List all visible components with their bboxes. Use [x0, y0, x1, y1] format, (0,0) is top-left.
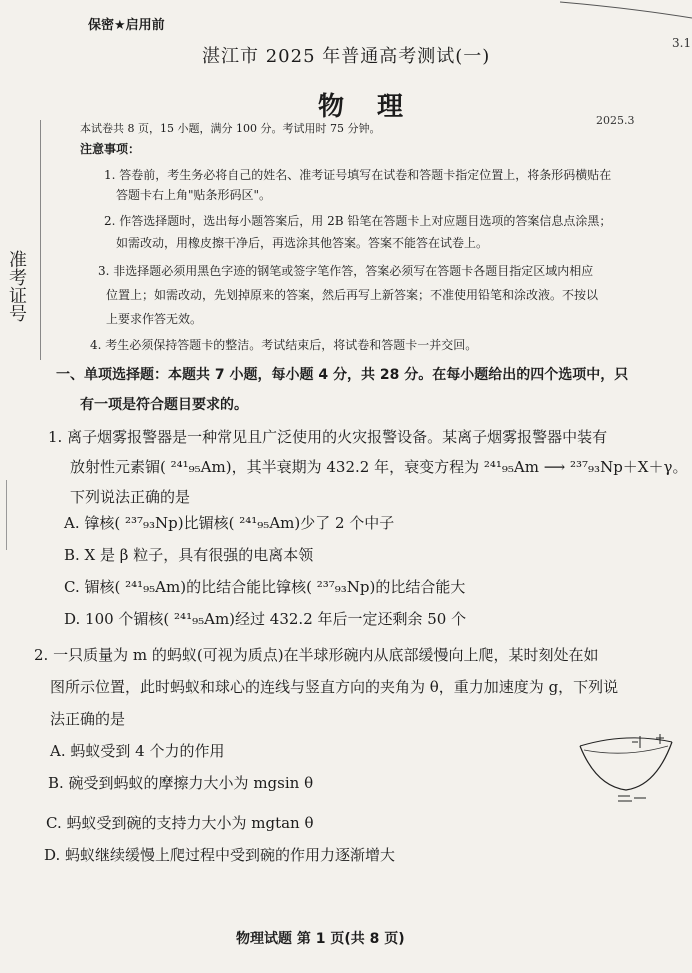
q2-option-d: D. 蚂蚁继续缓慢上爬过程中受到碗的作用力逐渐增大	[44, 846, 396, 864]
notice-line: 3. 非选择题必须用黑色字迹的钢笔或签字笔作答，答案必须写在答题卡各题目指定区域内相应	[98, 264, 594, 278]
q1-stem: 1. 离子烟雾报警器是一种常见且广泛使用的火灾报警设备。某离子烟雾报警器中装有	[48, 428, 608, 446]
binding-line	[40, 120, 41, 360]
corner-mark: 3.1	[672, 36, 692, 50]
binding-line-lower	[6, 480, 7, 550]
subject-title: 物 理	[318, 92, 416, 122]
q2-stem: 图所示位置，此时蚂蚁和球心的连线与竖直方向的夹角为 θ，重力加速度为 g，下列说	[50, 678, 619, 696]
notice-line: 答题卡右上角"贴条形码区"。	[116, 188, 272, 202]
bowl-figure	[576, 728, 676, 808]
notice-line: 位置上；如需改动，先划掉原来的答案，然后再写上新答案；不准使用铅笔和涂改液。不按以	[106, 288, 599, 302]
exam-intro: 本试卷共 8 页，15 小题，满分 100 分。考试用时 75 分钟。	[80, 122, 381, 135]
q1-option-a: A. 镎核( ²³⁷₉₃Np)比镅核( ²⁴¹₉₅Am)少了 2 个中子	[64, 514, 395, 532]
q1-stem: 放射性元素镅( ²⁴¹₉₅Am)，其半衰期为 432.2 年，衰变方程为 ²⁴¹₉₅Am ⟶ ²³⁷₉₃Np＋X＋γ。	[70, 458, 688, 476]
notice-line: 1. 答卷前，考生务必将自己的姓名、准考证号填写在试卷和答题卡指定位置上，将条形码横贴在	[104, 168, 612, 182]
q1-option-d: D. 100 个镅核( ²⁴¹₉₅Am)经过 432.2 年后一定还剩余 50 个	[64, 610, 467, 628]
exam-title: 湛江市 2025 年普通高考测试(一)	[202, 46, 491, 67]
q1-stem: 下列说法正确的是	[70, 488, 191, 506]
q2-option-a: A. 蚂蚁受到 4 个力的作用	[50, 742, 225, 760]
q2-option-b: B. 碗受到蚂蚁的摩擦力大小为 mgsin θ	[48, 774, 314, 792]
notice-line: 2. 作答选择题时，选出每小题答案后，用 2B 铅笔在答题卡上对应题目选项的答案信息点涂黑；	[104, 214, 612, 228]
admission-number-label: 准考证号	[6, 250, 27, 322]
q2-option-c: C. 蚂蚁受到碗的支持力大小为 mgtan θ	[46, 814, 314, 832]
q1-option-b: B. X 是 β 粒子，具有很强的电离本领	[64, 546, 314, 564]
section-heading: 一、单项选择题：本题共 7 小题，每小题 4 分，共 28 分。在每小题给出的四个选项中，只	[56, 367, 629, 383]
notice-title: 注意事项：	[80, 142, 141, 156]
q1-option-c: C. 镅核( ²⁴¹₉₅Am)的比结合能比镎核( ²³⁷₉₃Np)的比结合能大	[64, 578, 466, 596]
notice-line: 上要求作答无效。	[106, 312, 203, 326]
notice-line: 4. 考生必须保持答题卡的整洁。考试结束后，将试卷和答题卡一并交回。	[90, 338, 478, 352]
notice-line: 如需改动，用橡皮擦干净后，再选涂其他答案。答案不能答在试卷上。	[116, 236, 489, 250]
section-heading-cont: 有一项是符合题目要求的。	[80, 397, 248, 413]
page-footer: 物理试题 第 1 页(共 8 页)	[236, 931, 405, 947]
confidential-mark: 保密★启用前	[88, 18, 165, 33]
q2-stem: 2. 一只质量为 m 的蚂蚁(可视为质点)在半球形碗内从底部缓慢向上爬，某时刻处在如	[34, 646, 599, 664]
exam-date: 2025.3	[596, 114, 635, 127]
page-fold-line	[560, 0, 692, 20]
q2-stem: 法正确的是	[50, 710, 126, 728]
